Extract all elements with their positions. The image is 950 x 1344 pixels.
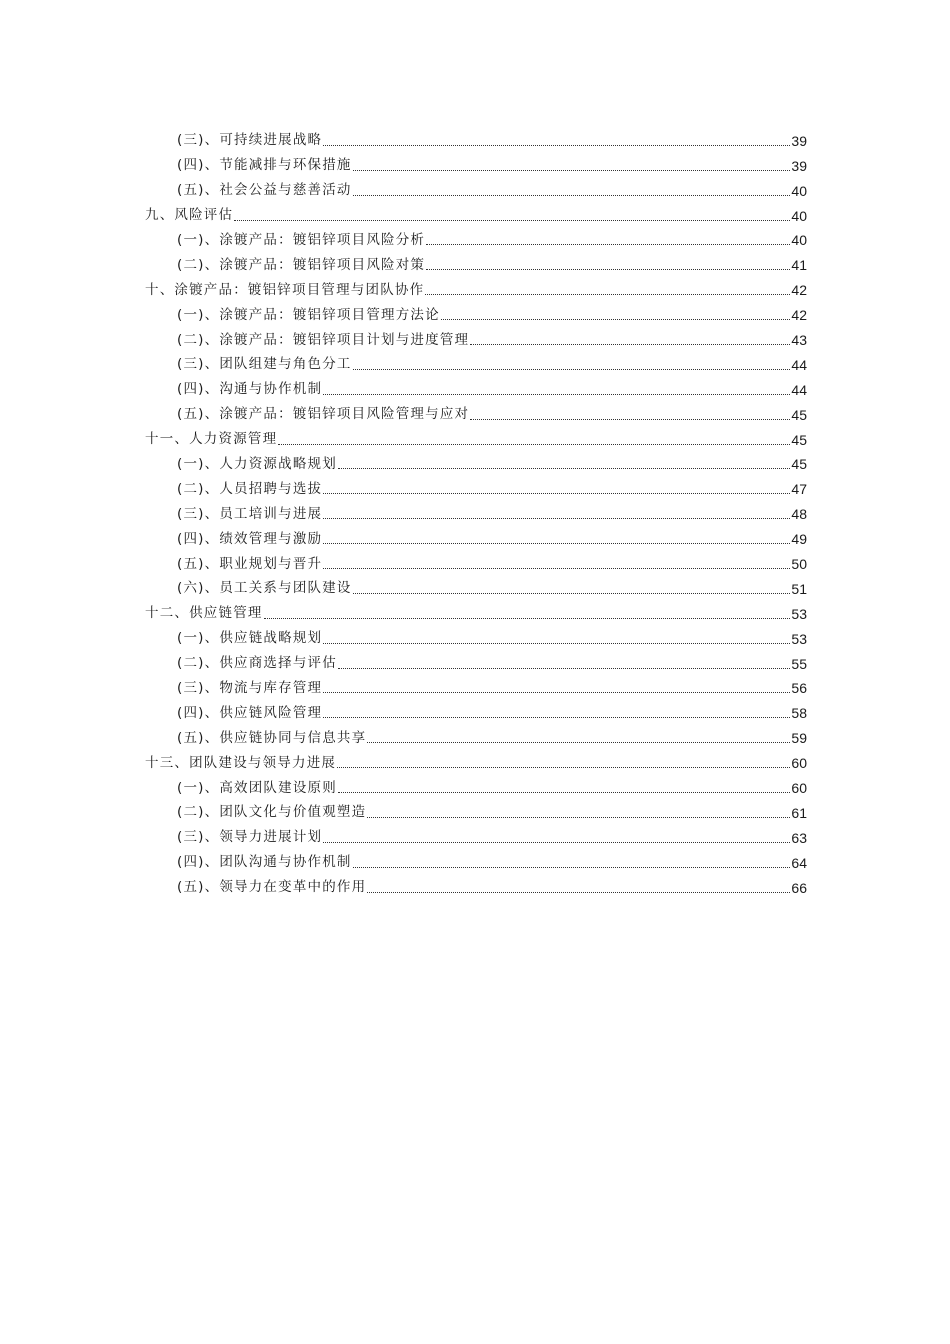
toc-entry[interactable]: [145, 174, 807, 199]
toc-entry-page-number: 51: [791, 580, 807, 597]
toc-dot-leader: [338, 668, 790, 669]
toc-entry[interactable]: [145, 348, 807, 373]
toc-entry-page-number: 50: [791, 556, 807, 573]
toc-dot-leader: [323, 394, 790, 395]
toc-entry-title: (二)、人员招聘与选拔: [177, 480, 323, 497]
toc-entry[interactable]: [145, 248, 807, 273]
toc-entry-title: 十二、供应链管理: [145, 605, 263, 622]
toc-entry-page-number: 40: [791, 207, 807, 224]
toc-entry[interactable]: [145, 273, 807, 298]
toc-entry-page-number: 39: [791, 132, 807, 149]
toc-entry[interactable]: [145, 472, 807, 497]
toc-entry-page-number: 39: [791, 157, 807, 174]
toc-entry-title: (四)、绩效管理与激励: [177, 530, 323, 547]
toc-entry-page-number: 43: [791, 332, 807, 349]
toc-entry-title: 十、涂镀产品：镀铝锌项目管理与团队协作: [145, 281, 425, 298]
toc-entry[interactable]: [145, 298, 807, 323]
toc-entry-page-number: 45: [791, 431, 807, 448]
toc-entry-title: (一)、供应链战略规划: [177, 630, 323, 647]
toc-dot-leader: [323, 543, 790, 544]
toc-entry-title: (五)、领导力在变革中的作用: [177, 879, 367, 896]
toc-entry-page-number: 40: [791, 182, 807, 199]
toc-entry[interactable]: [145, 771, 807, 796]
toc-entry[interactable]: [145, 398, 807, 423]
toc-entry-title: (三)、物流与库存管理: [177, 679, 323, 696]
toc-entry[interactable]: [145, 597, 807, 622]
toc-entry-page-number: 42: [791, 282, 807, 299]
toc-dot-leader: [323, 518, 790, 519]
toc-entry-page-number: 64: [791, 854, 807, 871]
toc-entry-page-number: 40: [791, 232, 807, 249]
toc-entry[interactable]: [145, 373, 807, 398]
toc-entry-title: (三)、团队组建与角色分工: [177, 356, 352, 373]
toc-entry-page-number: 61: [791, 804, 807, 821]
toc-dot-leader: [353, 170, 791, 171]
toc-entry-title: (一)、高效团队建设原则: [177, 779, 337, 796]
toc-entry-title: (五)、社会公益与慈善活动: [177, 182, 352, 199]
toc-entry[interactable]: [145, 572, 807, 597]
toc-entry-title: (四)、团队沟通与协作机制: [177, 854, 352, 871]
toc-entry[interactable]: [145, 672, 807, 697]
toc-dot-leader: [353, 593, 791, 594]
toc-entry-title: (三)、可持续进展战略: [177, 132, 323, 149]
toc-entry[interactable]: [145, 746, 807, 771]
toc-entry-title: (四)、节能减排与环保措施: [177, 157, 352, 174]
toc-dot-leader: [425, 294, 790, 295]
toc-entry-title: (三)、领导力进展计划: [177, 829, 323, 846]
toc-dot-leader: [353, 867, 791, 868]
toc-dot-leader: [441, 319, 791, 320]
toc-entry[interactable]: [145, 199, 807, 224]
toc-entry-title: (五)、涂镀产品：镀铝锌项目风险管理与应对: [177, 406, 470, 423]
toc-entry-page-number: 45: [791, 456, 807, 473]
toc-entry-title: (四)、沟通与协作机制: [177, 381, 323, 398]
toc-entry[interactable]: [145, 423, 807, 448]
toc-entry-title: (二)、团队文化与价值观塑造: [177, 804, 367, 821]
toc-entry-title: (一)、涂镀产品：镀铝锌项目风险分析: [177, 231, 426, 248]
toc-dot-leader: [323, 717, 790, 718]
toc-dot-leader: [353, 369, 791, 370]
toc-dot-leader: [323, 692, 790, 693]
toc-entry-title: (五)、供应链协同与信息共享: [177, 729, 367, 746]
toc-dot-leader: [338, 792, 790, 793]
toc-dot-leader: [278, 444, 790, 445]
toc-entry-page-number: 44: [791, 356, 807, 373]
toc-entry[interactable]: [145, 149, 807, 174]
toc-entry[interactable]: [145, 871, 807, 896]
toc-entry[interactable]: [145, 647, 807, 672]
toc-entry-page-number: 48: [791, 506, 807, 523]
toc-entry[interactable]: [145, 522, 807, 547]
toc-dot-leader: [353, 195, 791, 196]
toc-entry-page-number: 63: [791, 829, 807, 846]
table-of-contents: [145, 124, 807, 896]
toc-entry-page-number: 56: [791, 680, 807, 697]
toc-entry-title: 九、风险评估: [145, 207, 234, 224]
toc-entry-page-number: 41: [791, 257, 807, 274]
toc-entry[interactable]: [145, 622, 807, 647]
toc-dot-leader: [323, 493, 790, 494]
toc-dot-leader: [470, 419, 790, 420]
toc-dot-leader: [323, 568, 790, 569]
toc-dot-leader: [367, 817, 790, 818]
toc-entry-page-number: 42: [791, 307, 807, 324]
toc-entry-page-number: 53: [791, 605, 807, 622]
toc-entry-page-number: 58: [791, 705, 807, 722]
toc-entry-page-number: 53: [791, 630, 807, 647]
toc-entry[interactable]: [145, 497, 807, 522]
toc-entry-page-number: 55: [791, 655, 807, 672]
toc-entry-title: (二)、涂镀产品：镀铝锌项目风险对策: [177, 256, 426, 273]
toc-entry-page-number: 44: [791, 381, 807, 398]
toc-entry-page-number: 45: [791, 406, 807, 423]
toc-entry-page-number: 59: [791, 730, 807, 747]
toc-dot-leader: [367, 892, 790, 893]
toc-entry-title: (四)、供应链风险管理: [177, 704, 323, 721]
toc-entry-page-number: 66: [791, 879, 807, 896]
toc-entry[interactable]: [145, 821, 807, 846]
toc-entry[interactable]: [145, 796, 807, 821]
toc-entry[interactable]: [145, 448, 807, 473]
toc-dot-leader: [323, 842, 790, 843]
toc-dot-leader: [426, 244, 790, 245]
toc-entry-title: (二)、供应商选择与评估: [177, 655, 337, 672]
toc-entry[interactable]: [145, 547, 807, 572]
toc-entry[interactable]: [145, 323, 807, 348]
toc-dot-leader: [323, 643, 790, 644]
toc-entry-page-number: 47: [791, 481, 807, 498]
toc-dot-leader: [338, 468, 790, 469]
toc-entry[interactable]: [145, 224, 807, 249]
toc-dot-leader: [470, 344, 790, 345]
toc-entry-title: (二)、涂镀产品：镀铝锌项目计划与进度管理: [177, 331, 470, 348]
toc-entry-title: (一)、涂镀产品：镀铝锌项目管理方法论: [177, 306, 440, 323]
toc-dot-leader: [426, 269, 790, 270]
toc-dot-leader: [264, 618, 791, 619]
toc-dot-leader: [234, 220, 790, 221]
toc-entry-title: 十三、团队建设与领导力进展: [145, 754, 337, 771]
toc-entry-page-number: 60: [791, 780, 807, 797]
toc-entry[interactable]: [145, 124, 807, 149]
toc-entry-title: (五)、职业规划与晋升: [177, 555, 323, 572]
toc-entry-title: (三)、员工培训与进展: [177, 505, 323, 522]
toc-entry-title: (六)、员工关系与团队建设: [177, 580, 352, 597]
toc-entry-title: 十一、人力资源管理: [145, 431, 278, 448]
toc-dot-leader: [367, 742, 790, 743]
toc-entry-title: (一)、人力资源战略规划: [177, 455, 337, 472]
toc-entry[interactable]: [145, 696, 807, 721]
toc-entry[interactable]: [145, 846, 807, 871]
toc-entry-page-number: 49: [791, 531, 807, 548]
toc-dot-leader: [323, 145, 790, 146]
toc-dot-leader: [337, 767, 790, 768]
toc-entry[interactable]: [145, 721, 807, 746]
toc-entry-page-number: 60: [791, 755, 807, 772]
